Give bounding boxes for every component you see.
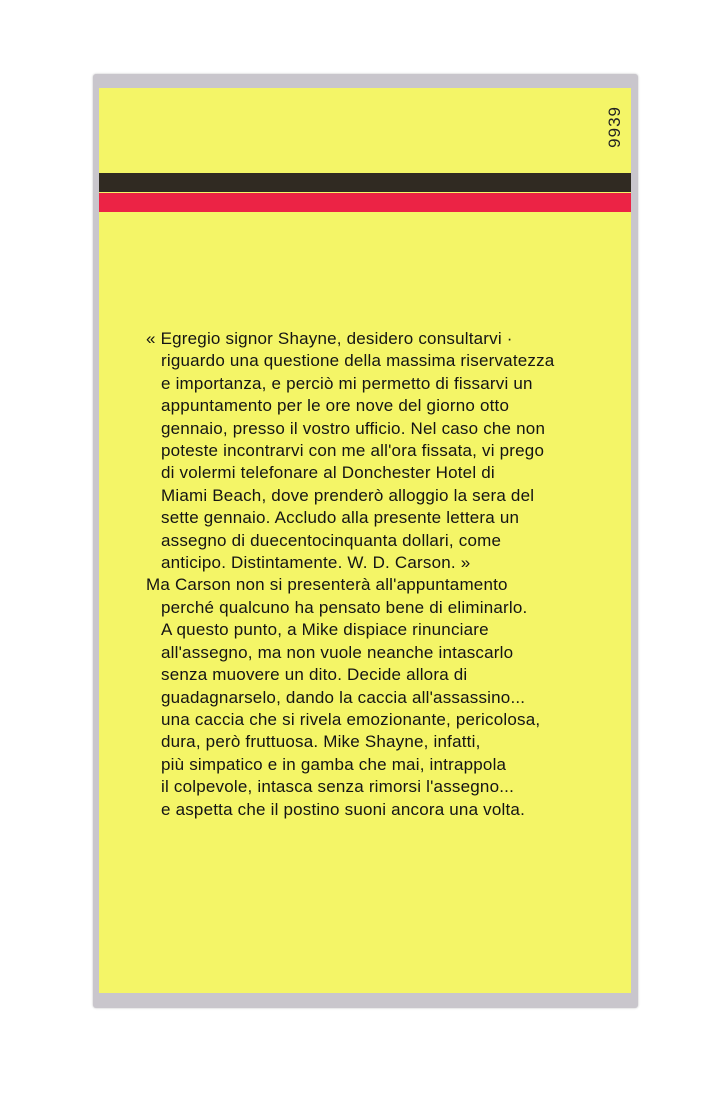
blurb-line: poteste incontrarvi con me all'ora fissata, vi prego [161, 441, 545, 461]
blurb-line: sette gennaio. Accludo alla presente lettera un [161, 508, 520, 528]
black-stripe [99, 173, 631, 192]
blurb-line: guadagnarselo, dando la caccia all'assassino... [161, 687, 526, 707]
blurb-line: « Egregio signor Shayne, desidero consultarvi · [146, 329, 513, 348]
blurb-line: senza muovere un dito. Decide allora di [161, 665, 468, 685]
blurb-line: perché qualcuno ha pensato bene di eliminarlo. [161, 597, 528, 617]
blurb-text [146, 328, 616, 821]
blurb-line: Miami Beach, dove prenderò alloggio la sera del [161, 485, 535, 505]
blurb-line: e aspetta che il postino suoni ancora una volta. [161, 799, 526, 819]
blurb-line: e importanza, e perciò mi permetto di fissarvi un [161, 373, 533, 393]
blurb-line: Ma Carson non si presenterà all'appuntamento [146, 575, 508, 595]
blurb-line: A questo punto, a Mike dispiace rinunciare [161, 620, 489, 640]
blurb-line: di volermi telefonare al Donchester Hotel di [161, 463, 495, 483]
blurb-line: riguardo una questione della massima riservatezza [161, 351, 555, 371]
catalog-number: 9939 [605, 106, 624, 148]
blurb-line: appuntamento per le ore nove del giorno otto [161, 396, 510, 416]
red-stripe [99, 193, 631, 212]
blurb-line: gennaio, presso il vostro ufficio. Nel caso che non [161, 418, 546, 438]
blurb-line: una caccia che si rivela emozionante, pericolosa, [161, 709, 541, 729]
blurb-line: il colpevole, intasca senza rimorsi l'assegno... [161, 777, 515, 797]
back-cover [99, 88, 631, 993]
blurb-line: dura, però fruttuosa. Mike Shayne, infatti, [161, 732, 481, 752]
blurb-line: più simpatico e in gamba che mai, intrappola [161, 754, 507, 774]
blurb-line: all'assegno, ma non vuole neanche intascarlo [161, 642, 514, 662]
blurb-line: anticipo. Distintamente. W. D. Carson. » [161, 553, 471, 573]
blurb-line: assegno di duecentocinquanta dollari, come [161, 530, 502, 550]
